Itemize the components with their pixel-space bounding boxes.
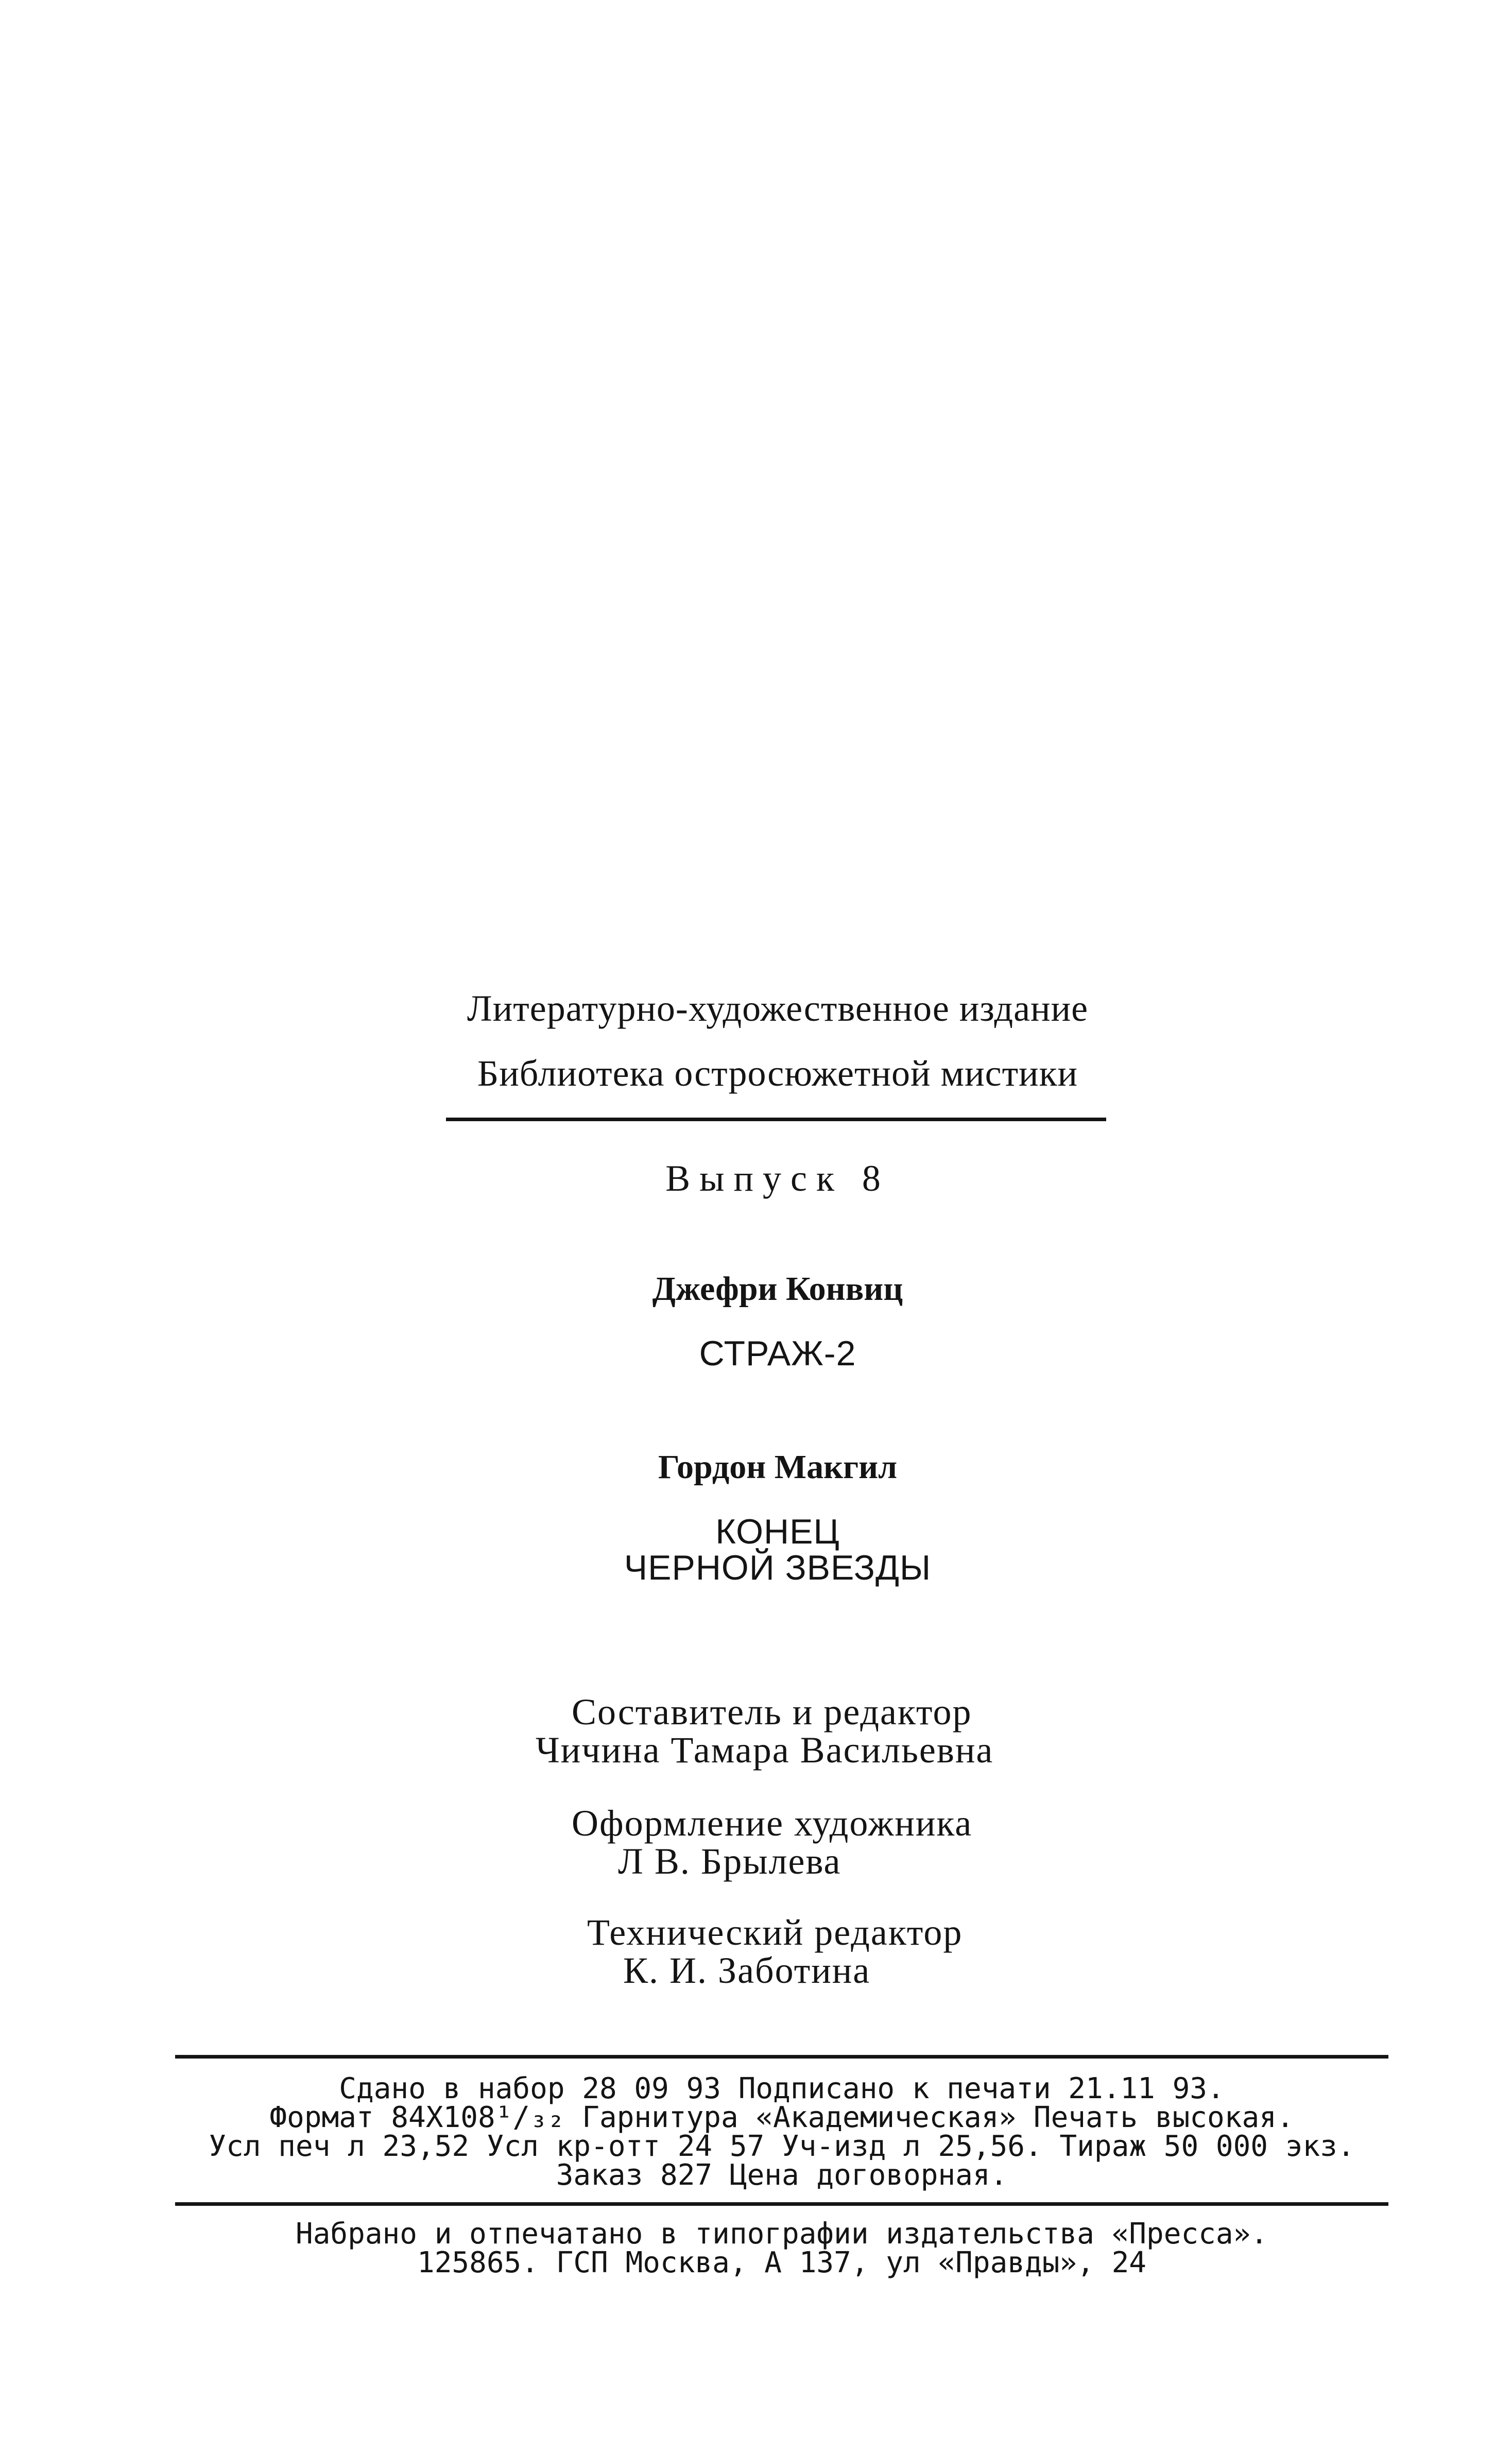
edition-type: Литературно-художественное издание [467, 988, 1089, 1029]
title-2-line-2: ЧЕРНОЙ ЗВЕЗДЫ [624, 1548, 932, 1587]
imprint-line-3: Усл печ л 23,52 Усл кр-отт 24 57 Уч-изд л 25,56. Тираж 50 000 экз. [209, 2130, 1355, 2163]
imprint-line-2: Формат 84X108¹/₃₂ Гарнитура «Академическая» Печать высокая. [269, 2101, 1294, 2134]
imprint-line-4: Заказ 827 Цена договорная. [556, 2158, 1008, 2192]
designer-role: Оформление художника [572, 1803, 973, 1844]
compiler-role: Составитель и редактор [572, 1691, 972, 1733]
tech-editor-role: Технический редактор [587, 1912, 963, 1953]
series-divider [446, 1118, 1106, 1121]
title-2-line-1: КОНЕЦ [715, 1512, 840, 1551]
printer-line-1: Набрано и отпечатано в типографии издательства «Пресса». [295, 2217, 1268, 2251]
compiler-name: Чичина Тамара Васильевна [536, 1729, 994, 1771]
issue-number: Выпуск 8 [665, 1158, 890, 1199]
author-2: Гордон Макгил [658, 1448, 898, 1486]
tech-editor-name: К. И. Заботина [623, 1950, 871, 1991]
title-1: СТРАЖ-2 [699, 1334, 856, 1373]
author-1: Джефри Конвиц [652, 1270, 903, 1308]
series-title: Библиотека остросюжетной мистики [477, 1053, 1078, 1094]
designer-name: Л В. Брылева [618, 1841, 841, 1882]
imprint-top-rule [175, 2055, 1388, 2059]
imprint-line-1: Сдано в набор 28 09 93 Подписано к печати 21.11 93. [339, 2072, 1225, 2105]
imprint-bottom-rule [175, 2202, 1388, 2206]
printer-line-2: 125865. ГСП Москва, А 137, ул «Правды», 24 [417, 2246, 1147, 2279]
